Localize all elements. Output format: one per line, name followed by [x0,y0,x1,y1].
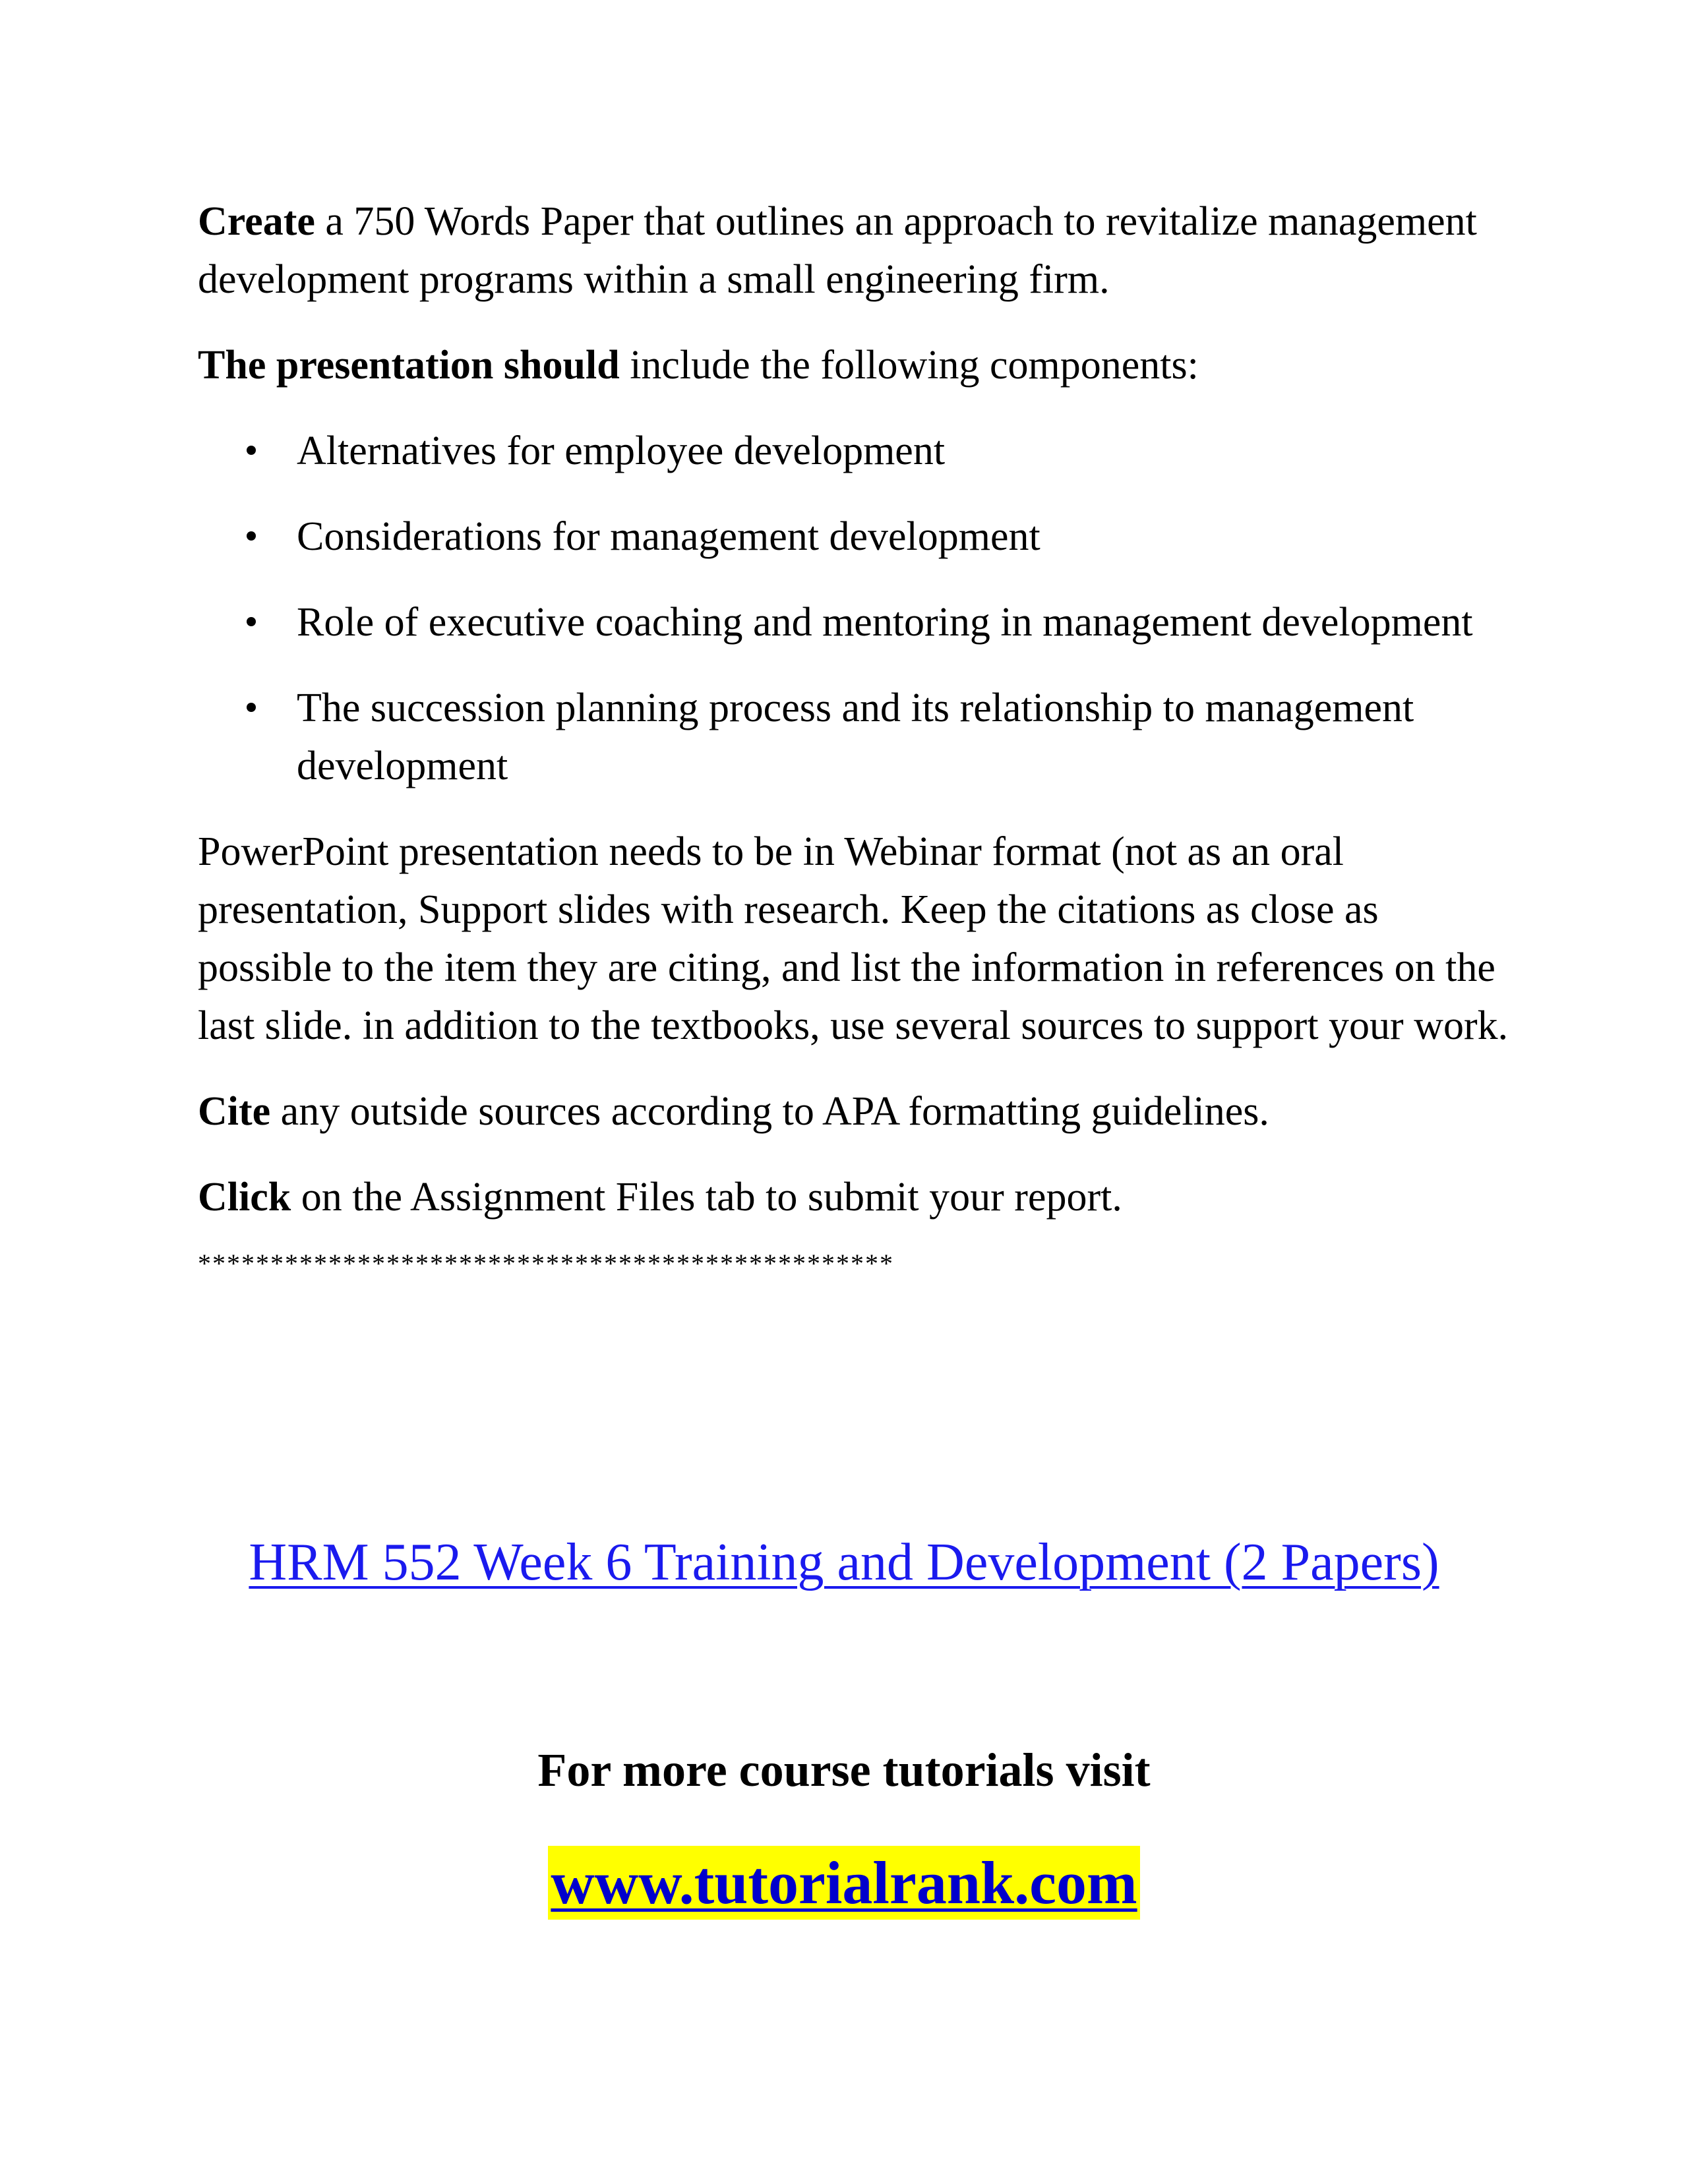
components-list [198,422,1517,795]
cite-paragraph [198,1082,1517,1140]
click-paragraph [198,1168,1517,1226]
components-intro-text: include the following components: [619,343,1199,388]
list-item-text: Considerations for management development [297,514,1040,559]
powerpoint-paragraph: PowerPoint presentation needs to be in Webinar format (not as an oral presentation, Support slides with research. Keep the citations as close as possible to the item they are citing, and list the information in references on the last slide. in addition to the textbooks, use several sources to support your work. [198,829,1509,1048]
bullet-icon [247,446,256,455]
list-item [198,679,1517,795]
cite-text: any outside sources according to APA formatting guidelines. [270,1089,1269,1134]
bullet-icon [247,703,256,712]
intro-paragraph [198,192,1517,309]
course-link-heading [0,1529,1688,1595]
click-bold: Click [198,1175,291,1220]
bullet-icon [247,617,256,626]
components-intro-paragraph [198,336,1517,394]
bullet-icon [247,531,256,541]
intro-text: a 750 Words Paper that outlines an approach to revitalize management development programs within a small engineering firm. [198,199,1477,302]
intro-bold: Create [198,199,315,244]
click-text: on the Assignment Files tab to submit your report. [291,1175,1122,1220]
list-item-text: Role of executive coaching and mentoring in management development [297,600,1473,645]
document-body [198,192,1517,1280]
course-link[interactable]: HRM 552 Week 6 Training and Development (2 Papers) [249,1533,1439,1591]
cite-bold: Cite [198,1089,271,1134]
list-item [198,508,1517,566]
promo-text: For more course tutorials visit [537,1744,1151,1796]
website-link[interactable]: www.tutorialrank.com [548,1846,1139,1920]
separator-line: ************************************************ [198,1249,894,1278]
list-item-text: Alternatives for employee development [297,428,946,473]
list-item-text: The succession planning process and its relationship to management development [297,686,1414,788]
list-item [198,422,1517,480]
website-container [0,1846,1688,1920]
components-intro-bold: The presentation should [198,343,620,388]
list-item [198,593,1517,651]
